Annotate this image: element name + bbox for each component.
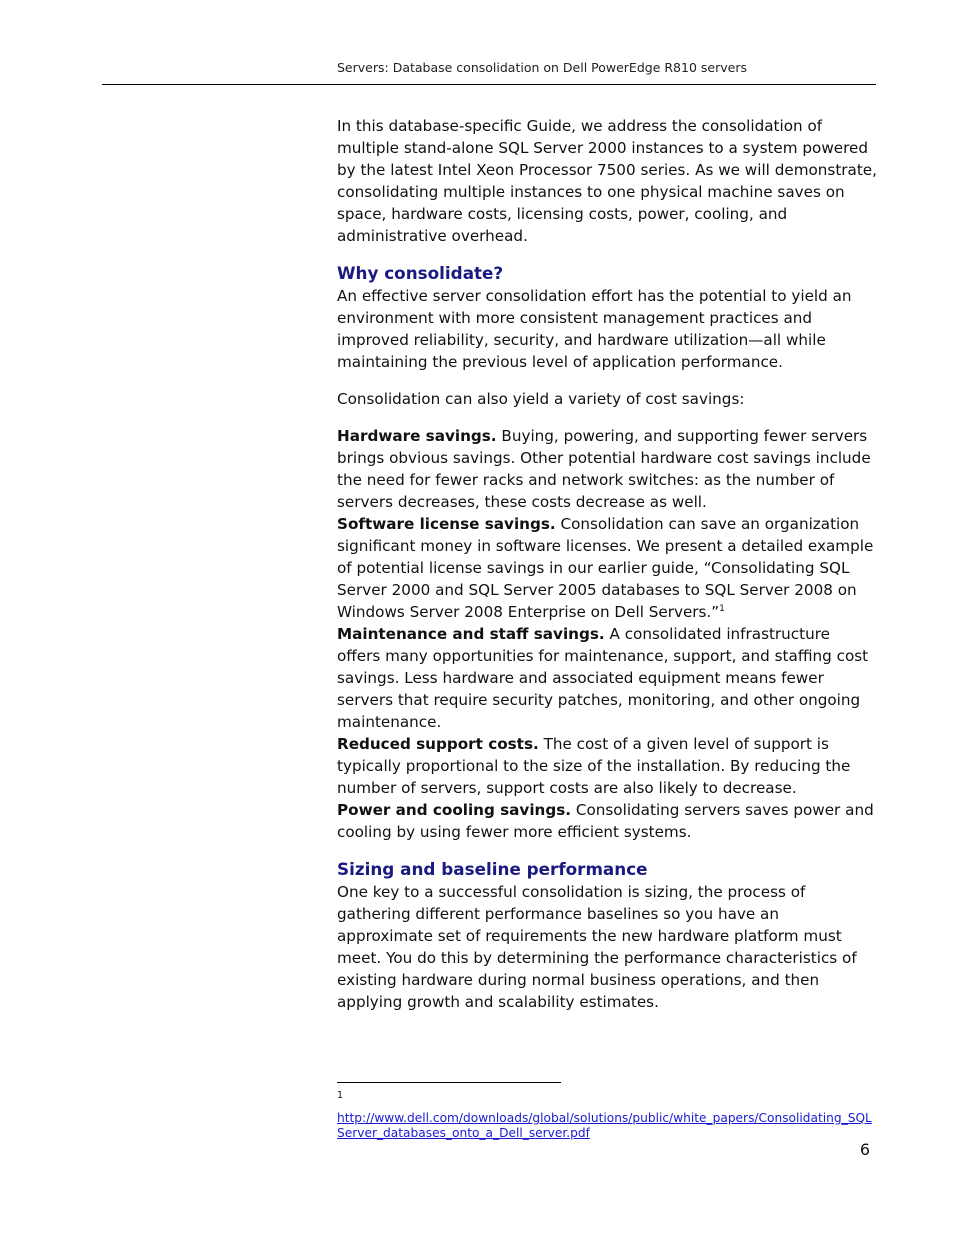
item-lead: Hardware savings. [337, 427, 497, 445]
sizing-paragraph: One key to a successful consolidation is sizing, the process of gathering different performance baselines so you have an approximate set of requirements the new hardware platform must meet. You do this by determining the performance characteristics of existing hardware during normal business operations, and then applying growth and scalability estimates. [337, 883, 857, 1011]
footnote-divider [337, 1082, 561, 1083]
item-software-license-savings [337, 513, 877, 623]
item-maintenance-staff-savings [337, 623, 877, 733]
item-lead: Software license savings. [337, 515, 556, 533]
item-text: Consolidating servers saves power and cooling by using fewer more efficient systems. [337, 801, 874, 841]
cost-savings-intro: Consolidation can also yield a variety of cost savings: [337, 390, 745, 408]
item-hardware-savings [337, 425, 877, 513]
item-lead: Maintenance and staff savings. [337, 625, 605, 643]
footnote-number: 1 [337, 1090, 344, 1101]
footnote-reference[interactable]: 1 [719, 603, 725, 614]
why-consolidate-paragraph: An effective server consolidation effort has the potential to yield an environment with more consistent management practices and improved reliability, security, and hardware utilization—all while maintaining the previous level of application performance. [337, 287, 852, 371]
item-power-cooling-savings [337, 799, 877, 843]
heading-sizing-baseline: Sizing and baseline performance [337, 859, 648, 879]
item-lead: Reduced support costs. [337, 735, 539, 753]
page-number: 6 [859, 1140, 870, 1159]
header-divider [102, 84, 876, 85]
page-body [337, 115, 877, 1013]
item-reduced-support-costs [337, 733, 877, 799]
item-text: The cost of a given level of support is typically proportional to the size of the installation. By reducing the number of servers, support costs are also likely to decrease. [337, 735, 851, 797]
item-text: A consolidated infrastructure offers many opportunities for maintenance, support, and staffing cost savings. Less hardware and associated equipment means fewer servers that require security patches, monitoring, and other ongoing maintenance. [337, 625, 869, 731]
intro-paragraph: In this database-specific Guide, we address the consolidation of multiple stand-alone SQL Server 2000 instances to a system powered by the latest Intel Xeon Processor 7500 series. As we will demonstrate, consolidating multiple instances to one physical machine saves on space, hardware costs, licensing costs, power, cooling, and administrative overhead. [337, 117, 877, 245]
item-lead: Power and cooling savings. [337, 801, 572, 819]
heading-why-consolidate: Why consolidate? [337, 263, 504, 283]
item-text: Buying, powering, and supporting fewer servers brings obvious savings. Other potential hardware cost savings include the need for fewer racks and network switches: as the number of servers decreases, these costs decrease as well. [337, 427, 871, 511]
item-text: Consolidation can save an organization significant money in software licenses. We present a detailed example of potential license savings in our earlier guide, “Consolidating SQL Server 2000 and SQL Server 2005 databases to SQL Server 2008 on Windows Server 2008 Enterprise on Dell Servers.” [337, 515, 874, 621]
running-header: Servers: Database consolidation on Dell PowerEdge R810 servers [337, 60, 747, 75]
footnote-link[interactable]: http://www.dell.com/downloads/global/solutions/public/white_papers/Consolidating_SQLServer_databases_onto_a_Dell_server.pdf [337, 1111, 872, 1140]
